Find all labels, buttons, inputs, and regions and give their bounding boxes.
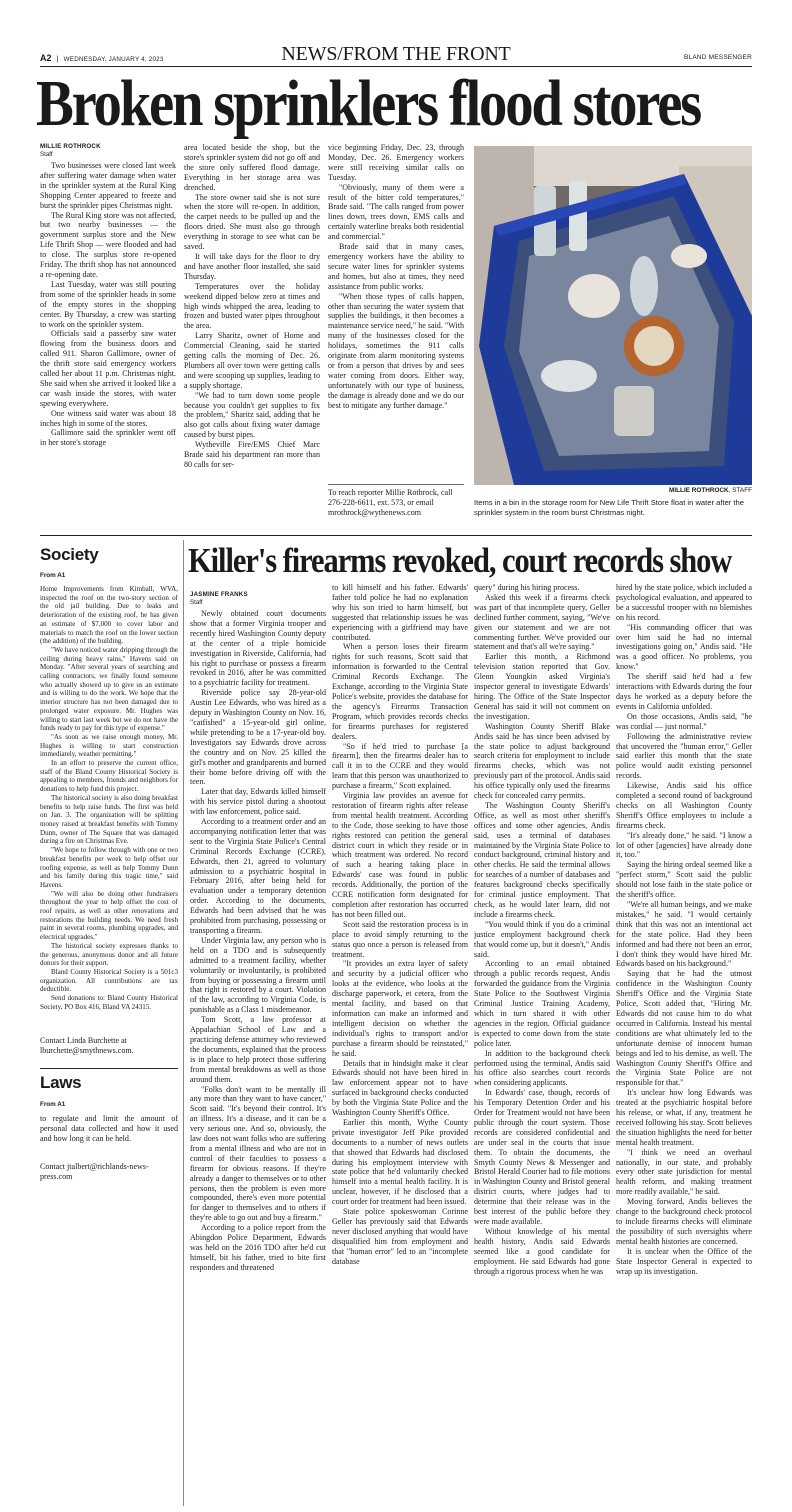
lead-headline: Broken sprinklers flood stores	[36, 67, 701, 140]
paragraph: Home Improvements from Kimball, WVA, inspected the roof on the two-story section of the old jail building. Due to leaks and deterioration of the existing roof, he has given an estimate of $7,000 to cover labor and materials to match the roof on the lower section (the addition) of the building.	[40, 585, 178, 646]
paragraph: Temperatures over the holiday weekend dipped below zero at times and high winds whipped the area, leading to frozen and busted water pipes throughout the area.	[184, 281, 320, 331]
paragraph: Brade said that in many cases, emergency workers have the ability to secure water lines for sprinkler systems and homes, but also at times, they need assistance from public works.	[328, 242, 464, 291]
lead-column-2	[184, 143, 320, 521]
lead-column-1	[40, 143, 176, 521]
photo-credit-role: , STAFF	[728, 487, 752, 494]
paragraph: Send donations to: Bland County Historical Society, PO Box 416, Bland VA 24315.	[40, 994, 178, 1011]
paragraph: "We will also be doing other fundraisers throughout the year to help offset the cost of roof repairs, as well as other renovations and restorations the building needs. We need fresh paint in several rooms, plumbing upgrades, and electrical upgrades."	[40, 889, 178, 942]
paragraph: The historical society expresses thanks to the generous, anonymous donor and all future donors for their support.	[40, 941, 178, 968]
laws-divider	[40, 1068, 178, 1069]
killer-byline-staff: Staff	[190, 599, 203, 606]
paragraph: According to an email obtained through a public records request, Andis forwarded the guidance from the Virginia State Police to the Southwest Virginia Criminal Justice Training Academy, which in turn shared it with other agencies in the region. Official guidance is expected to come down from the state police later.	[474, 959, 610, 1048]
paragraph: Asked this week if a firearms check was part of that incomplete query, Geller declined further comment, saying, "We've given our statement and we are not commenting further. We've provided our statement and that's all we're saying."	[474, 592, 610, 652]
society-contact	[40, 1036, 178, 1060]
killer-headline: Killer's firearms revoked, court records show	[188, 541, 732, 580]
paragraph: "You would think if you do a criminal justice employment background check that would come up, but it doesn't," Andis said.	[474, 919, 610, 959]
paragraph: Tom Scott, a law professor at Appalachian School of Law and a practicing defense attorney who reviewed the documents, explained that the process is in place to help protect those suffering from mental breakdowns as well as those around them.	[190, 1015, 326, 1084]
paragraph: Riverside police say 28-year-old Austin Lee Edwards, who was hired as a deputy in Washington County on Nov. 16, "catfished" a 15-year-old girl online, while pretending to be a 17-year-old boy. Investigators say Edwards drove across the country and on Nov. 25 killed the girl's mother and grandparents and burned their home before driving off with the teen.	[190, 688, 326, 787]
paragraph: "Obviously, many of them were a result of the bitter cold temperatures," Brade said. "The calls ranged from power lines down, trees down, EMS calls and certainly waterline breaks both residential and commercial."	[328, 182, 464, 242]
photo-credit-name: MILLIE ROTHROCK	[669, 487, 729, 494]
lead-column-3	[328, 143, 464, 479]
paragraph: to regulate and limit the amount of personal data collected and how it used and how long it can be held.	[40, 1114, 178, 1143]
paragraph: According to a treatment order and an accompanying notification letter that was sent to the Virginia State Police's Central Criminal Records Exchange (CCRE), Edwards, then 21, agreed to voluntary admission to a psychiatric hospital in February 2016, after being held for evaluation under a temporary detention order. According to the documents, Edwards had been advised that he was prohibited from purchasing, possessing or transporting a firearm.	[190, 817, 326, 935]
paragraph: It's unclear how long Edwards was treated at the psychiatric hospital before his release, or what, if any, treatment he received following his stay. Scott believes the situation highlights the need for better mental health treatment.	[616, 1088, 752, 1147]
paragraph: In addition to the background check performed using the terminal, Andis said his office also searches court records when considering applicants.	[474, 1048, 610, 1088]
photo-caption: Items in a bin in the storage room for New Life Thrift Store float in water after the sprinkler system in the room burst Christmas night.	[474, 498, 744, 517]
paragraph: Wytheville Fire/EMS Chief Marc Brade said his department ran more than 80 calls for ser-	[184, 440, 320, 469]
paragraph: The Washington County Sheriff's Office, as well as most other sheriff's offices and some other agencies, Andis said, uses a terminal of databases maintained by the Virginia State Police to conduct background, criminal history and other checks. He said the terminal allows for searches of a number of databases and features background checks specifically for criminal justice employment. That check, as he would later learn, did not include a firearms check.	[474, 800, 610, 919]
contact-text: Contact jtalbert@richlands-news-press.com	[40, 1162, 149, 1181]
paragraph: The Rural King store was not affected, but two nearby businesses — the government surplus store and the New Life Thrift Shop — were flooded and had to close. The surplus store re-opened Friday. The thrift shop has not announced a re-opening date.	[40, 210, 176, 279]
paragraph: Two businesses were closed last week after suffering water damage when water in the sprinkler system at the Rural King Shopping Center appeared to freeze and burst the sprinkler pipes Christmas night.	[40, 161, 176, 210]
paragraph: One witness said water was about 18 inches high in some of the stores.	[40, 408, 176, 428]
paragraph: Larry Sharitz, owner of Home and Commercial Cleaning, said he started getting calls the morning of Dec. 26. Plumbers all over town were getting calls and were scooping up supplies, leading to a supply shortage.	[184, 331, 320, 390]
paragraph: Scott said the restoration process is in place to avoid simply returning to the status quo once a person is released from treatment.	[332, 919, 468, 959]
lead-reporter-contact	[328, 488, 464, 522]
laws-column	[40, 1114, 178, 1154]
paragraph: Washington County Sheriff Blake Andis said he has since been advised by the state police to adjust background search criteria for employment to include firearms checks, which was not previously part of the protocol. Andis said his office typically only used the firearms check for concealed carry permits.	[474, 721, 610, 801]
paragraph: "It provides an extra layer of safety and security by a judicial officer who looks at the evidence, who looks at the discharge paperwork, et cetera, from the mental facility, and based on that information can make an informed and intelligent decision on whether the individual's rights to transport and/or purchase a firearm should be reinstated," he said.	[332, 959, 468, 1058]
page-folio: A2 | WEDNESDAY, JANUARY 4, 2023	[40, 53, 164, 63]
killer-column-3	[474, 583, 610, 1512]
killer-column-1	[190, 591, 326, 1512]
paragraph: "I think we need an overhaul nationally, in our state, and probably every other state jurisdiction for mental health reform, and making treatment more readily available," he said.	[616, 1147, 752, 1197]
paragraph: hired by the state police, which included a psychological evaluation, and appeared to be a successful trooper with no blemishes on his record.	[616, 583, 752, 622]
paragraph: Virginia law provides an avenue for restoration of firearm rights after release from mental health treatment. According to the Code, those seeking to have those rights restored can petition the general district court in which they reside or in which treatment was ordered. No record of such a hearing taking place in Edwards' case was found in public records. Additionally, the portion of the CCRE notification form designated for completion after restoration has occurred has not been filled out.	[332, 791, 468, 919]
killer-column-4	[616, 583, 752, 1512]
paragraph: "His commanding officer that was over him said he had no internal investigations going on," Andis said. "He was a good officer. No problems, you know."	[616, 622, 752, 672]
paragraph: State police spokeswoman Corinne Geller has previously said that Edwards never disclosed anything that would have disqualified him from employment and that "human error" led to an "incomplete database	[332, 1207, 468, 1266]
paragraph: "We have noticed water dripping through the ceiling during heavy rains," Havens said on Monday. "After several years of searching and calling contractors, we finally found someone who actually showed up to give us an estimate and is willing to do the work. We hope that the interior structure has not been damaged due to prolonged water exposure. Mr. Hughes was willing to start last week but we do not have the funds ready to pay for this type of expense."	[40, 645, 178, 733]
section-title: NEWS/FROM THE FRONT	[281, 43, 511, 65]
newspaper-name: BLAND MESSENGER	[683, 54, 752, 61]
society-column	[40, 585, 178, 1013]
paragraph: Officials said a passerby saw water flowing from the business doors and called 911. Sharon Gallimore, owner of the thrift store said emergency workers called her about 11 p.m. Christmas night. She said when she arrived it looked like a car wash inside the stores, with water spewing everywhere.	[40, 329, 176, 408]
page-number: A2	[40, 53, 52, 63]
paragraph: Last Tuesday, water was still pouring from some of the sprinkler heads in some of the empty stores in the shopping center. By Thursday, a crew was starting to work on the sprinkler system.	[40, 279, 176, 329]
paragraph: It is unclear when the Office of the State Inspector General is expected to wrap up its investigation.	[616, 1246, 752, 1276]
paragraph: Saying that he had the utmost confidence in the Washington County Sheriff's Office and the Virginia State Police, Scott added that, "Hiring Mr. Edwards did not cause him to do what occurred in California. Instead his mental conditions are what ultimately led to the unfortunate demise of innocent human beings and led to his demise, as well. The Washington County Sheriff's Office and the Virginia State Police are not responsible for that."	[616, 969, 752, 1088]
laws-title: Laws	[40, 1073, 82, 1092]
paragraph: "It's already done," he said. "I know a lot of other [agencies] have already done it, too."	[616, 830, 752, 860]
paragraph: area located beside the shop, but the store's sprinkler system did not go off and the store only suffered flood damage. Everything in her storage area was drenched.	[184, 143, 320, 192]
lead-byline-staff: Staff	[40, 151, 53, 158]
paragraph: Without knowledge of his mental health history, Andis said Edwards seemed like a good candidate for employment. He said Edwards had gone through a rigorous process when he was	[474, 1226, 610, 1276]
society-from: From A1	[40, 572, 66, 579]
killer-byline: JASMINE FRANKS	[190, 591, 248, 598]
paragraph: Later that day, Edwards killed himself with his service pistol during a shootout with law enforcement, police said.	[190, 787, 326, 817]
contact-text: To reach reporter Millie Rothrock, call 276-228-6611, ext. 573, or email mrothrock@wythenews.com	[328, 488, 453, 517]
lead-byline: MILLIE ROTHROCK	[40, 143, 101, 150]
storage-bin-photo	[474, 146, 752, 485]
paragraph: Gallimore said the sprinkler went off in her store's storage	[40, 428, 176, 448]
column-separator	[183, 540, 184, 1506]
paragraph: Under Virginia law, any person who is held on a TDO and is subsequently admitted to a treatment facility, whether voluntarily or involuntarily, is prohibited from buying or possessing a firearm until that right is restored by a court. Violation of the law, according to Virginia Code, is punishable as a Class 1 misdemeanor.	[190, 935, 326, 1015]
paragraph: Earlier this month, Wythe County private investigator Jeff Pike provided documents to a number of news outlets that showed that Edwards had disclosed during his employment interview with state police that he'd voluntarily checked himself into a mental health facility. It is unclear, however, if he disclosed that a court order for treatment had been issued.	[332, 1117, 468, 1207]
paragraph: When a person loses their firearm rights for such reasons, Scott said that information is forwarded to the Central Criminal Records Exchange. The Exchange, according to the Virginia State Police's website, provides the database for the agency's Firearms Transaction Program, which provides records checks for firearms purchases for registered dealers.	[332, 642, 468, 741]
paragraph: vice beginning Friday, Dec. 23, through Monday, Dec. 26. Emergency workers were still receiving similar calls on Tuesday.	[328, 143, 464, 182]
paragraph: query" during his hiring process.	[474, 583, 580, 592]
paragraph: Bland County Historical Society is a 501c3 organization. All contributions are tax deductible.	[40, 967, 178, 994]
contact-rule	[328, 484, 464, 485]
paragraph: to kill himself and his father. Edwards' father told police he had no explanation why his son tried to harm himself, but suggested that relationship issues he was experiencing with a girlfriend may have contributed.	[332, 583, 468, 642]
paragraph: The sheriff said he'd had a few interactions with Edwards during the four days he worked as a deputy before the events in California unfolded.	[616, 672, 752, 711]
paragraph: Likewise, Andis said his office completed a second round of background checks on all Washington County Sheriff's Office employees to include a firearms check.	[616, 781, 752, 830]
paragraph: In Edwards' case, though, records of his Temporary Detention Order and his Order for Treatment would not have been public through the court system. Those records are considered confidential and are under seal in the courts that issue them. To obtain the documents, the Smyth County News & Messenger and Bristol Herald Courier had to file motions in Washington County and Bristol general district courts, where judges had to determine that their release was in the best interest of the public before they were made available.	[474, 1088, 610, 1226]
paragraph: Earlier this month, a Richmond television station reported that Gov. Glenn Youngkin asked Virginia's inspector general to investigate Edwards' hiring. The Office of the State Inspector General has said it will not comment on the investigation.	[474, 652, 610, 721]
contact-text: Contact Linda Burchette at lburchette@smythnews.com.	[40, 1036, 134, 1055]
paragraph: "We're all human beings, and we make mistakes," he said. "I would certainly think that this was not an intentional act for the state police. Had they been informed and had there not been an error, I don't think they would have hired Mr. Edwards based on his background."	[616, 900, 752, 969]
paragraph: According to a police report from the Abingdon Police Department, Edwards was held on the 2016 TDO after he'd cut himself, bit his father, tried to bite first responders and threatened	[190, 1223, 326, 1272]
paragraph: Moving forward, Andis believes the change to the background check protocol to include firearms checks will eliminate the possibility of such oversights where mental health histories are concerned.	[616, 1197, 752, 1246]
issue-date: WEDNESDAY, JANUARY 4, 2023	[63, 56, 164, 63]
photo-credit	[669, 487, 752, 494]
paragraph: In an effort to preserve the current office, staff of the Bland County Historical Society is appealing to members, friends and neighbors for donations to help fund this project.	[40, 759, 178, 794]
laws-from: From A1	[40, 1101, 66, 1108]
paragraph: The historical society is also doing breakfast benefits to help raise funds. The first was held on Jan. 3. The organization will be splitting money raised at breakfast benefits with Tommy Dunn, owner of The Square that was damaged during a fire on Christmas Eve.	[40, 793, 178, 846]
paragraph: "Folks don't want to be mentally ill any more than they want to have cancer," Scott said. "It's beyond their control. It's an illness. It's a disease, and it can be a very serious one. And so, obviously, the law does not want folks who are suffering from a mental illness and who are not in control of their faculties to possess a firearm for obvious reasons. If they're already a danger to themselves or to other persons, then the problem is even more compounded, there's even more potential for danger to themselves and to others if they're able to go out and buy a firearm."	[190, 1084, 326, 1223]
paragraph: Details that in hindsight make it clear Edwards should not have been hired in law enforcement appear not to have surfaced in background checks conducted by both the Virginia State Police and the Washington County Sheriff's Office.	[332, 1058, 468, 1118]
paragraph: "So if he'd tried to purchase [a firearm], then the firearms dealer has to call it in to the CCRE and they would learn that this person was unauthorized to purchase a firearm," Scott explained.	[332, 741, 468, 791]
paragraph: "As soon as we raise enough money, Mr. Hughes is willing to start construction immediately, weather permitting."	[40, 732, 178, 759]
paragraph: Saying the hiring ordeal seemed like a "perfect storm," Scott said the public should not lose faith in the state police or the sheriff's office.	[616, 860, 752, 900]
laws-contact	[40, 1162, 178, 1186]
paragraph: Newly obtained court documents show that a former Virginia trooper and recently hired Washington County deputy at the center of a triple homicide investigation in Riverside, California, had his right to purchase or possess a firearm revoked in 2016, after he was committed to a psychiatric facility for treatment.	[190, 609, 326, 688]
section-divider	[40, 535, 752, 536]
paragraph: The store owner said she is not sure when the store will re-open. In addition, the carpet needs to be pulled up and the floors dried. She must also go through everything in storage to see what can be saved.	[184, 192, 320, 252]
paragraph: "We hope to follow through with one or two breakfast benefits per week to help offset our roofing expense, as well as help Tommy Dunn and his family during this tragic time," said Havens.	[40, 846, 178, 889]
paragraph: "When those types of calls happen, other than securing the water system that supplies the buildings, it then becomes a maintenance service need," he said. "With many of the businesses closed for the holidays, sometimes the 911 calls originate from alarm monitoring systems or from a person that drives by and sees water coming from doors. Either way, unfortunately with our type of business, the damage is already done and we do our best to mitigate any further damage."	[328, 291, 464, 410]
paragraph: Following the administrative review that uncovered the "human error," Geller said earlier this month that the state police would audit existing personnel records.	[616, 731, 752, 781]
paragraph: It will take days for the floor to dry and have another floor installed, she said Thursday.	[184, 251, 320, 281]
paragraph: "We had to turn down some people because you couldn't get supplies to fix the problem," Sharitz said, adding that he also got calls about fixing water damage caused by burst pipes.	[184, 390, 320, 440]
society-title: Society	[40, 545, 99, 564]
paragraph: On those occasions, Andis said, "he was cordial — just normal."	[616, 711, 752, 731]
killer-column-2	[332, 583, 468, 1512]
